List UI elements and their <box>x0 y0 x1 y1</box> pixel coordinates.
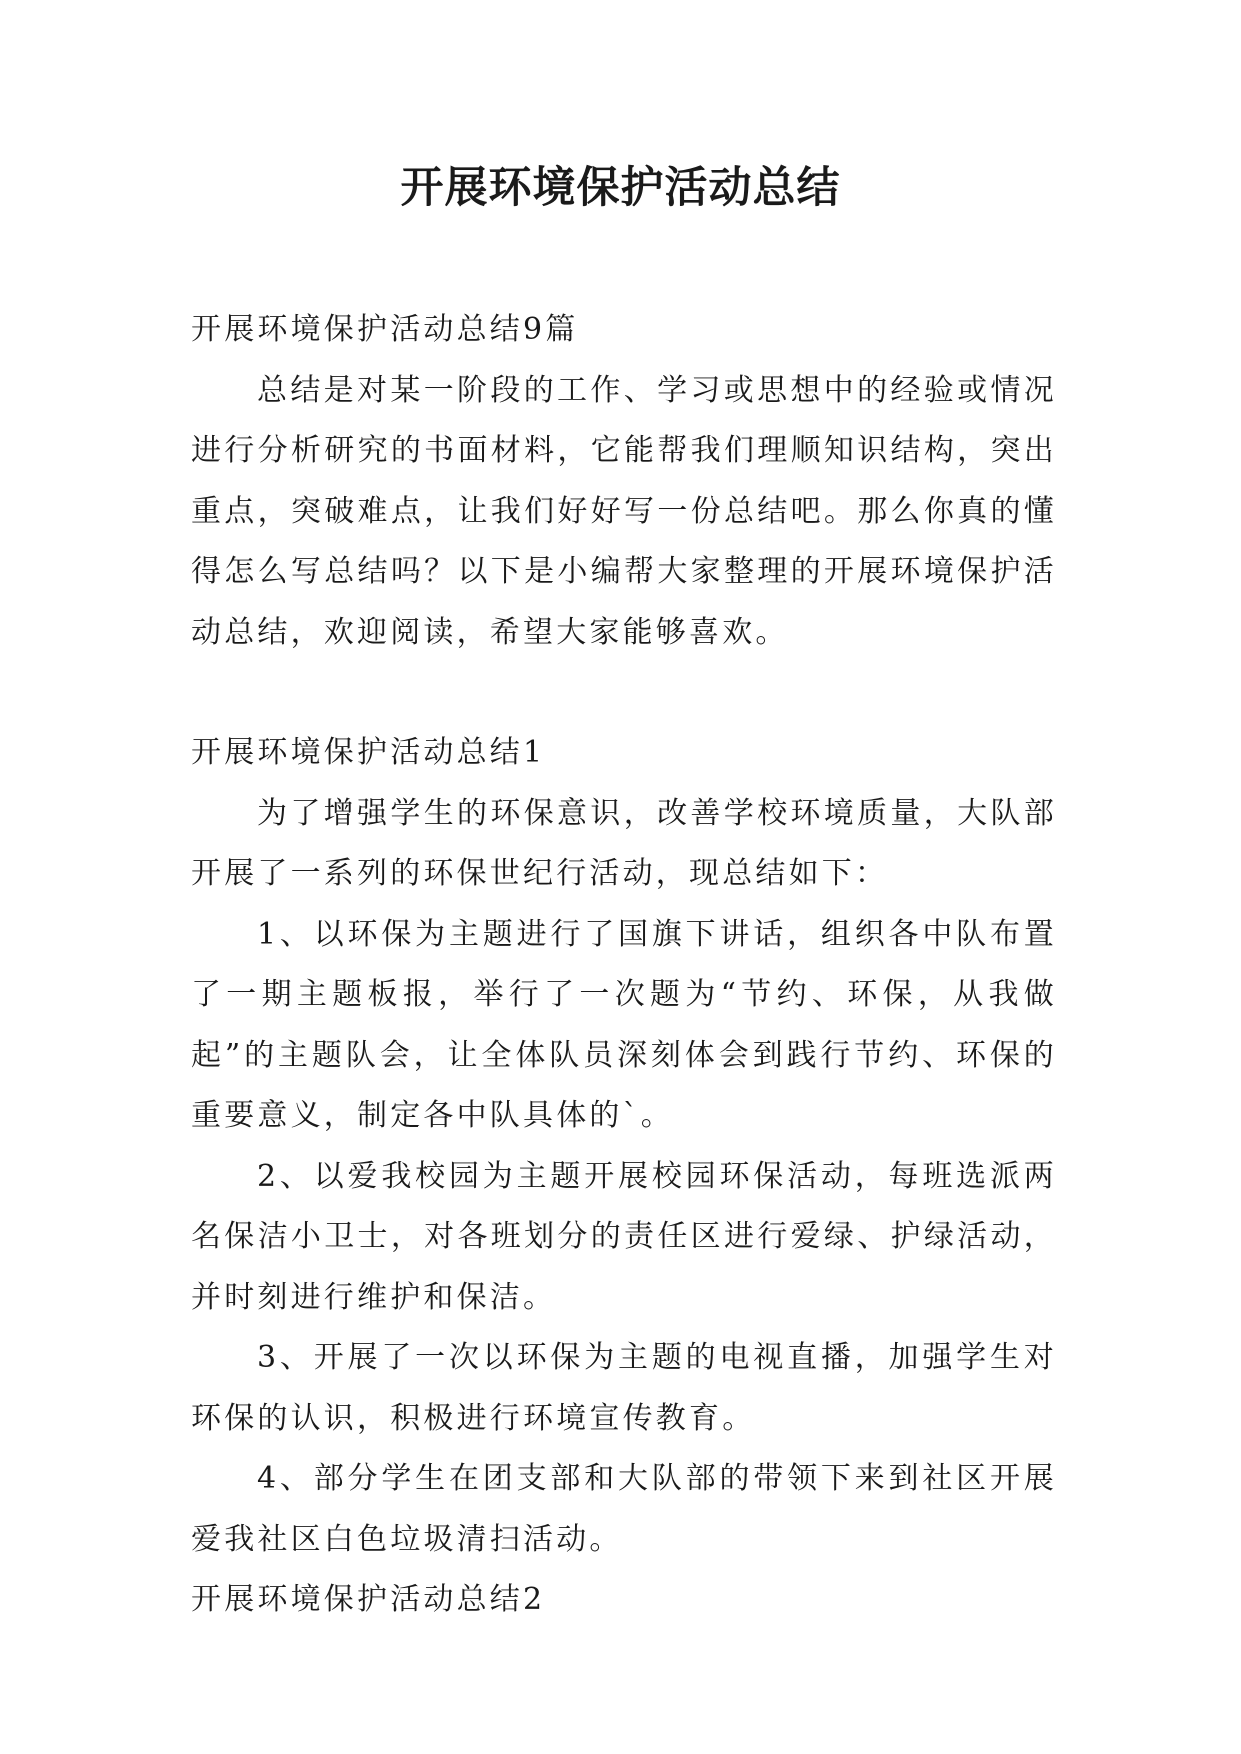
spacer <box>191 663 1057 723</box>
section-paragraph: 4、部分学生在团支部和大队部的带领下来到社区开展爱我社区白色垃圾清扫活动。 <box>191 1461 1057 1557</box>
document-title: 开展环境保护活动总结 <box>400 163 841 213</box>
section-heading: 开展环境保护活动总结1 <box>191 735 546 770</box>
document-body <box>191 300 1057 1631</box>
section-heading: 开展环境保护活动总结2 <box>191 1582 546 1617</box>
section-paragraph: 3、开展了一次以环保为主题的电视直播，加强学生对环保的认识，积极进行环境宣传教育。 <box>191 1340 1057 1436</box>
section-paragraph: 1、以环保为主题进行了国旗下讲话，组织各中队布置了一期主题板报，举行了一次题为“节约、环保，从我做起”的主题队会，让全体队员深刻体会到践行节约、环保的重要意义，制定各中队具体的`。 <box>191 916 1057 1133</box>
intro-paragraph: 总结是对某一阶段的工作、学习或思想中的经验或情况进行分析研究的书面材料，它能帮我们理顺知识结构，突出重点，突破难点，让我们好好写一份总结吧。那么你真的懂得怎么写总结吗？以下是小编帮大家整理的开展环境保护活动总结，欢迎阅读，希望大家能够喜欢。 <box>191 372 1057 650</box>
section-paragraph: 为了增强学生的环保意识，改善学校环境质量，大队部开展了一系列的环保世纪行活动，现总结如下： <box>191 795 1057 891</box>
document-subtitle: 开展环境保护活动总结9篇 <box>191 312 579 347</box>
section-paragraph: 2、以爱我校园为主题开展校园环保活动，每班选派两名保洁小卫士，对各班划分的责任区进行爱绿、护绿活动，并时刻进行维护和保洁。 <box>191 1158 1057 1315</box>
